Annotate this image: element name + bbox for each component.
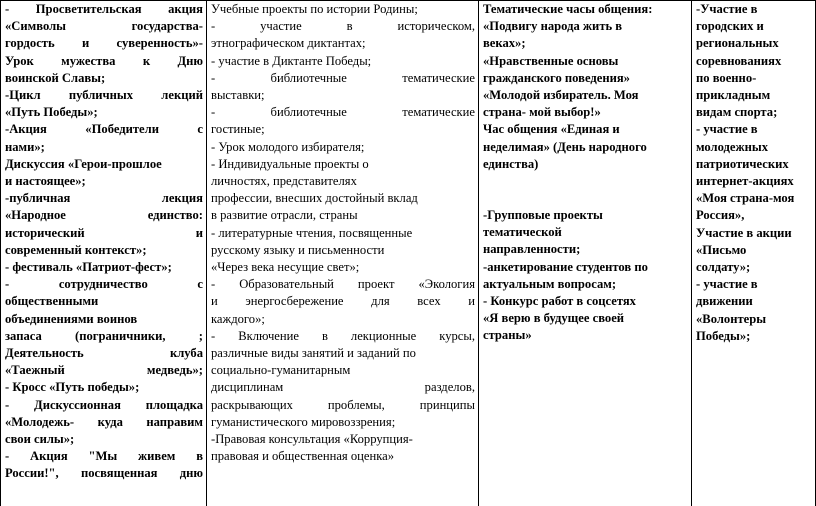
text-line: видам спорта; (696, 105, 778, 120)
text-line: нами»; (5, 139, 45, 154)
text-line: русскому языку и письменности (211, 242, 385, 257)
text-line: городских и (696, 19, 764, 34)
text-line: -Цикл публичных лекций (5, 88, 203, 103)
text-line: личностях, представителях (211, 174, 357, 189)
text-line: социально-гуманитарным (211, 363, 351, 378)
text-line: неделимая» (День народного (483, 139, 647, 154)
text-line: «Нравственные основы (483, 53, 619, 68)
text-line: - библиотечные тематические (211, 70, 475, 85)
text-line: - участие в (696, 277, 758, 292)
text-line: региональных (696, 36, 779, 51)
text-line: -Правовая консультация «Коррупция- (211, 432, 413, 447)
text-line: гостиные; (211, 122, 265, 137)
table-row (1, 1, 816, 506)
text-line: - Конкурс работ в соцсетях (483, 294, 636, 309)
text-line: веках»; (483, 36, 526, 51)
text-line: объединениями воинов (5, 311, 138, 326)
text-line: и энергосбережение для всех и (211, 294, 475, 309)
text-line: -анкетирование студентов по (483, 259, 648, 274)
text-line: общественными (5, 294, 99, 309)
text-line: «Молодежь- куда направим (5, 414, 203, 429)
text-line: - участие в Диктанте Победы; (211, 53, 372, 68)
text-line: - Просветительская акция (5, 2, 203, 16)
text-line: запаса (пограничники, ; (5, 328, 203, 343)
text-line: - литературные чтения, посвященные (211, 225, 413, 240)
text-line: каждого»; (211, 311, 265, 326)
text-line: страна- мой выбор!» (483, 105, 601, 120)
text-line: «Таежный медведь»; (5, 363, 203, 378)
text-line: «Через века несущие свет»; (211, 260, 360, 275)
text-line: движении (696, 294, 753, 309)
text-line: «Символы государства- (5, 19, 203, 34)
text-line: «Письмо (696, 242, 747, 257)
text-line: в развитие отрасли, страны (211, 208, 358, 223)
text-line: - Кросс «Путь победы»; (5, 380, 140, 395)
text-line: свои силы»; (5, 432, 75, 447)
text-line: и настоящее»; (5, 174, 86, 189)
text-line: - библиотечные тематические (211, 105, 475, 120)
text-line: Урок мужества к Дню (5, 53, 203, 68)
text-line: - Урок молодого избирателя; (211, 139, 365, 154)
text-line: - Индивидуальные проекты о (211, 156, 369, 171)
text-line: единства) (483, 156, 539, 171)
text-line: - Образовательный проект «Экология (211, 277, 475, 292)
text-line: дисциплинам разделов, (211, 380, 475, 395)
text-line: направленности; (483, 242, 581, 257)
text-line: - Дискуссионная площадка (5, 397, 203, 412)
text-line: гордость и суверенность»- (5, 36, 203, 51)
text-line: - участие в историческом, (211, 19, 475, 34)
text-line: солдату»; (696, 260, 751, 275)
text-line: прикладным (696, 88, 771, 103)
text-line: «Волонтеры (696, 311, 767, 326)
text-line: страны» (483, 328, 532, 343)
text-line: «Я верю в будущее своей (483, 311, 625, 326)
text-line: -Участие в (696, 2, 758, 16)
column-cell-3 (479, 1, 692, 506)
text-line: интернет-акциях (696, 174, 794, 189)
text-line: Деятельность клуба (5, 346, 203, 361)
text-line: современный контекст»; (5, 242, 147, 257)
text-line: Тематические часы общения: (483, 2, 653, 16)
text-line: «Молодой избиратель. Моя (483, 88, 639, 103)
text-line: Час общения «Единая и (483, 122, 620, 137)
text-line: - Акция "Мы живем в (5, 449, 203, 464)
text-line: актуальным вопросам; (483, 276, 617, 291)
text-line: Учебные проекты по истории Родины; (211, 2, 418, 16)
text-line: «Подвигу народа жить в (483, 19, 623, 34)
spacer (483, 173, 688, 207)
text-line: различные виды занятий и заданий по (211, 346, 416, 361)
text-line: молодежных (696, 139, 769, 154)
text-line: -Групповые проекты (483, 208, 603, 223)
column-cell-2 (207, 1, 479, 506)
text-line: тематической (483, 225, 562, 240)
text-line: Победы»; (696, 328, 751, 343)
text-line: раскрывающих проблемы, принципы (211, 397, 475, 412)
text-line: - сотрудничество с (5, 277, 203, 292)
text-line: правовая и общественная оценка» (211, 449, 395, 464)
text-line: по военно- (696, 70, 757, 85)
text-line: России!", посвященная дню (5, 466, 203, 481)
text-line: соревнованиях (696, 53, 782, 68)
text-line: этнографическом диктантах; (211, 36, 366, 51)
column-cell-4 (692, 1, 816, 506)
text-line: патриотических (696, 156, 789, 171)
text-line: «Моя страна-моя (696, 191, 795, 206)
text-line: - участие в (696, 122, 758, 137)
column-cell-1 (1, 1, 207, 506)
text-line: воинской Славы; (5, 70, 106, 85)
text-line: -Акция «Победители с (5, 122, 203, 137)
text-line: Участие в акции (696, 225, 792, 240)
text-line: исторический и (5, 225, 203, 240)
text-line: - Включение в лекционные курсы, (211, 328, 475, 343)
text-line: профессии, внесших достойный вклад (211, 191, 418, 206)
text-line: Россия», (696, 208, 745, 223)
text-line: «Народное единство: (5, 208, 203, 223)
text-line: Дискуссия «Герои-прошлое (5, 156, 162, 171)
text-line: «Путь Победы»; (5, 105, 98, 120)
text-line: гуманистического мировоззрения; (211, 414, 396, 429)
text-line: - фестиваль «Патриот-фест»; (5, 260, 172, 275)
text-line: выставки; (211, 88, 265, 103)
text-line: -публичная лекция (5, 191, 203, 206)
text-line: гражданского поведения» (483, 70, 630, 85)
